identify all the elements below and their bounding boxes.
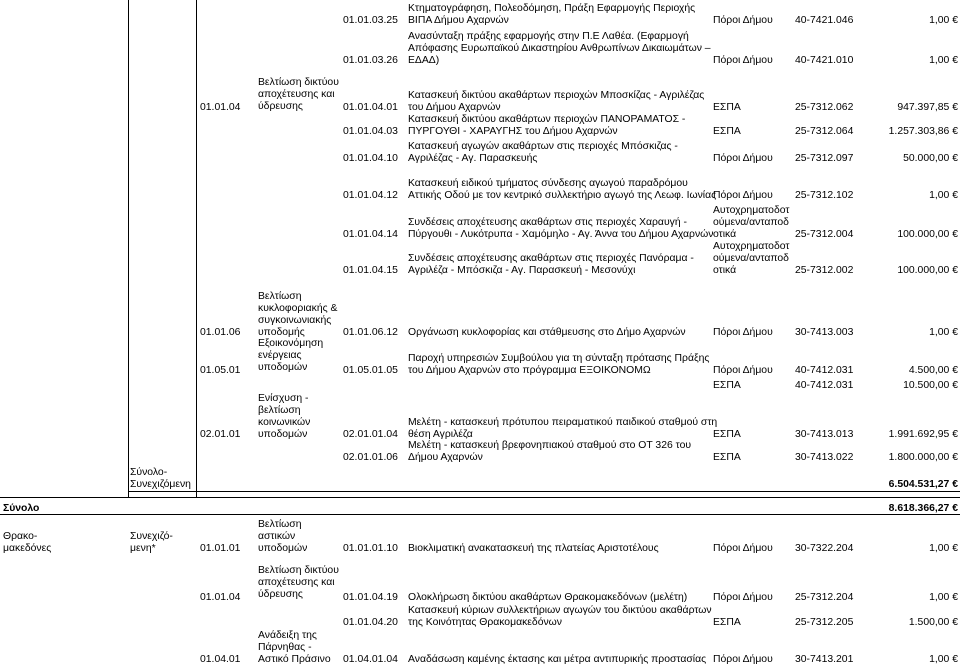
measure-text: κοινωνικών	[258, 417, 311, 428]
subaction-code: 01.01.03.26	[343, 55, 398, 66]
funding-source: Πόροι Δήμου	[713, 55, 773, 66]
description-text: ΒΙΠΑ Δήμου Αχαρνών	[408, 15, 509, 26]
amount-value: 1,00 €	[929, 543, 958, 554]
measure-text: αποχέτευσης και	[258, 89, 335, 100]
description-text: ΠΥΡΓΟΥΘΙ - ΧΑΡΑΥΓΗΣ του Δήμου Αχαρνών	[408, 126, 618, 137]
measure-text: ενέργειας	[258, 350, 302, 361]
subaction-code: 01.01.04.12	[343, 190, 398, 201]
funding-source: Πόροι Δήμου	[713, 592, 773, 603]
description-text: Δήμου Αχαρνών	[408, 452, 483, 463]
category-label: Θρακο-	[3, 531, 38, 542]
funding-source: Πόροι Δήμου	[713, 190, 773, 201]
action-code: 02.01.01	[200, 429, 241, 440]
total-amount: 8.618.366,27 €	[888, 503, 958, 514]
budget-code: 40-7421.010	[795, 55, 854, 66]
budget-code: 40-7421.046	[795, 15, 854, 26]
measure-text: συγκοινωνιακής	[258, 315, 332, 326]
amount-value: 50.000,00 €	[903, 153, 958, 164]
description-text: του Δήμου Αχαρνών	[408, 102, 501, 113]
amount-value: 100.000,00 €	[897, 229, 958, 240]
funding-source: Πόροι Δήμου	[713, 153, 773, 164]
description-text: Βιοκλιματική ανακατασκευή της πλατείας Αριστοτέλους	[408, 543, 659, 554]
measure-text: αστικών	[258, 531, 296, 542]
measure-text: Βελτίωση δικτύου	[258, 77, 339, 88]
funding-source: ΕΣΠΑ	[713, 126, 741, 137]
budget-code: 25-7312.004	[795, 229, 854, 240]
description-text: Ανασύνταξη πράξης εφαρμογής στην Π.Ε Λαθέα. (Εφαρμογή	[408, 31, 689, 42]
budget-code: 30-7413.022	[795, 452, 854, 463]
description-text: ΕΔΑΔ)	[408, 55, 440, 66]
description-text: του Δήμου Αχαρνών στο πρόγραμμα ΕΞΟΙΚΟΝΟΜΩ	[408, 365, 651, 376]
funding-source: οτικά	[713, 229, 737, 240]
measure-text: υποδομής	[258, 327, 305, 338]
funding-source: ΕΣΠΑ	[713, 452, 741, 463]
budget-code: 40-7412.031	[795, 365, 854, 376]
description-text: Κτηματογράφηση, Πολεοδόμηση, Πράξη Εφαρμογής Περιοχής	[408, 3, 696, 14]
funding-source: Πόροι Δήμου	[713, 15, 773, 26]
description-text: Απόφασης Ευρωπαϊκού Δικαστηρίου Ανθρωπίνων Δικαιωμάτων –	[408, 43, 711, 54]
funding-source: ούμενα/ανταποδ	[713, 253, 789, 264]
amount-value: 1,00 €	[929, 327, 958, 338]
measure-text: υποδομών	[258, 362, 308, 373]
action-code: 01.01.04	[200, 592, 241, 603]
measure-text: υποδομών	[258, 429, 308, 440]
subaction-code: 01.01.06.12	[343, 327, 398, 338]
budget-code: 25-7312.204	[795, 592, 854, 603]
budget-code: 25-7312.097	[795, 153, 854, 164]
measure-text: Βελτίωση	[258, 519, 302, 530]
amount-value: 4.500,00 €	[908, 365, 958, 376]
action-code: 01.05.01	[200, 365, 241, 376]
funding-source: Αυτοχρηματοδοτ	[713, 241, 790, 252]
subaction-code: 01.01.01.10	[343, 543, 398, 554]
budget-code: 40-7412.031	[795, 380, 854, 391]
action-code: 01.04.01	[200, 654, 241, 665]
subtotal-amount: 6.504.531,27 €	[888, 479, 958, 490]
description-text: Συνδέσεις αποχέτευσης ακαθάρτων στις περιοχές Χαραυγή -	[408, 217, 687, 228]
description-text: της Κοινότητας Θρακομακεδόνων	[408, 617, 562, 628]
budget-code: 30-7413.201	[795, 654, 854, 665]
amount-value: 100.000,00 €	[897, 265, 958, 276]
amount-value: 1,00 €	[929, 15, 958, 26]
description-text: Κατασκευή αγωγών ακαθάρτων στις περιοχές Μπόσκιζας -	[408, 141, 678, 152]
funding-source: Αυτοχρηματοδοτ	[713, 205, 790, 216]
status-label: μενη*	[130, 543, 156, 554]
amount-value: 1.991.692,95 €	[888, 429, 958, 440]
budget-code: 30-7322.204	[795, 543, 854, 554]
grid-line	[0, 514, 960, 515]
budget-code: 25-7312.102	[795, 190, 854, 201]
subaction-code: 01.01.04.20	[343, 617, 398, 628]
measure-text: υποδομών	[258, 543, 308, 554]
subaction-code: 01.01.04.19	[343, 592, 398, 603]
funding-source: ούμενα/ανταποδ	[713, 217, 789, 228]
action-code: 01.01.06	[200, 327, 241, 338]
amount-value: 1.500,00 €	[908, 617, 958, 628]
funding-source: Πόροι Δήμου	[713, 654, 773, 665]
funding-source: οτικά	[713, 265, 737, 276]
amount-value: 1.257.303,86 €	[888, 126, 958, 137]
description-text: Παροχή υπηρεσιών Συμβούλου για τη σύνταξη πρότασης Πράξης	[408, 353, 710, 364]
measure-text: Βελτίωση	[258, 291, 302, 302]
subaction-code: 02.01.01.04	[343, 429, 398, 440]
measure-text: Αστικό Πράσινο	[258, 654, 331, 665]
amount-value: 947.397,85 €	[897, 102, 958, 113]
subaction-code: 02.01.01.06	[343, 452, 398, 463]
subaction-code: 01.01.04.03	[343, 126, 398, 137]
description-text: Ολοκλήρωση δικτύου ακαθάρτων Θρακομακεδόνων (μελέτη)	[408, 592, 688, 603]
action-code: 01.01.04	[200, 102, 241, 113]
funding-source: ΕΣΠΑ	[713, 380, 741, 391]
description-text: Κατασκευή δικτύου ακαθάρτων περιοχών ΠΑΝΟΡΑΜΑΤΟΣ -	[408, 114, 686, 125]
amount-value: 1.800.000,00 €	[888, 452, 958, 463]
measure-text: Πάρνηθας -	[258, 642, 312, 653]
grid-line	[128, 491, 960, 492]
funding-source: Πόροι Δήμου	[713, 365, 773, 376]
funding-source: ΕΣΠΑ	[713, 429, 741, 440]
budget-code: 30-7413.003	[795, 327, 854, 338]
amount-value: 1,00 €	[929, 190, 958, 201]
measure-text: Ενίσχυση -	[258, 393, 309, 404]
subaction-code: 01.01.04.15	[343, 265, 398, 276]
budget-code: 25-7312.002	[795, 265, 854, 276]
amount-value: 1,00 €	[929, 55, 958, 66]
funding-source: ΕΣΠΑ	[713, 102, 741, 113]
description-text: Οργάνωση κυκλοφορίας και στάθμευσης στο Δήμο Αχαρνών	[408, 327, 686, 338]
description-text: θέση Αγριλέζα	[408, 429, 473, 440]
measure-text: Βελτίωση δικτύου	[258, 565, 339, 576]
measure-text: Εξοικονόμηση	[258, 338, 324, 349]
subtotal-label: Σύνολο-	[130, 467, 168, 478]
grid-line	[128, 0, 129, 497]
subaction-code: 01.04.01.04	[343, 654, 398, 665]
subaction-code: 01.01.04.14	[343, 229, 398, 240]
budget-code: 25-7312.062	[795, 102, 854, 113]
category-label: μακεδόνες	[3, 543, 52, 554]
measure-text: κυκλοφοριακής &	[258, 303, 338, 314]
description-text: Αναδάσωση καμένης έκτασης και μέτρα αντιπυρικής προστασίας	[408, 654, 707, 665]
measure-text: βελτίωση	[258, 405, 301, 416]
amount-value: 1,00 €	[929, 592, 958, 603]
funding-source: Πόροι Δήμου	[713, 543, 773, 554]
budget-code: 25-7312.205	[795, 617, 854, 628]
subaction-code: 01.01.03.25	[343, 15, 398, 26]
description-text: Αττικής Οδού με τον κεντρικό συλλεκτήριο αγωγό της Λεωφ. Ιωνίας	[408, 190, 717, 201]
measure-text: αποχέτευσης και	[258, 577, 335, 588]
amount-value: 1,00 €	[929, 654, 958, 665]
subaction-code: 01.01.04.01	[343, 102, 398, 113]
budget-code: 30-7413.013	[795, 429, 854, 440]
action-code: 01.01.01	[200, 543, 241, 554]
subtotal-label: Συνεχιζόμενη	[130, 479, 191, 490]
description-text: Αγριλέζας - Αγ. Παρασκευής	[408, 153, 538, 164]
status-label: Συνεχιζό-	[130, 531, 173, 542]
funding-source: ΕΣΠΑ	[713, 617, 741, 628]
description-text: Αγριλέζα - Μπόσκιζα - Αγ. Παρασκευή - Μεσονύχι	[408, 265, 636, 276]
subaction-code: 01.01.04.10	[343, 153, 398, 164]
description-text: Κατασκευή δικτύου ακαθάρτων περιοχών Μποσκίζας - Αγριλέζας	[408, 90, 705, 101]
subaction-code: 01.05.01.05	[343, 365, 398, 376]
budget-code: 25-7312.064	[795, 126, 854, 137]
measure-text: ύδρευσης	[258, 101, 303, 112]
description-text: Κατασκευή κύριων συλλεκτήριων αγωγών του δικτύου ακαθάρτων	[408, 605, 712, 616]
description-text: Μελέτη - κατασκευή βρεφονηπιακού σταθμού στο ΟΤ 326 του	[408, 440, 692, 451]
description-text: Συνδέσεις αποχέτευσης ακαθάρτων στις περιοχές Πανόραμα -	[408, 253, 694, 264]
total-label: Σύνολο	[3, 503, 40, 514]
measure-text: ύδρευσης	[258, 589, 303, 600]
funding-source: Πόροι Δήμου	[713, 327, 773, 338]
measure-text: Ανάδειξη της	[258, 630, 317, 641]
description-text: Μελέτη - κατασκευή πρότυπου πειραματικού παιδικού σταθμού στη	[408, 417, 718, 428]
grid-line	[0, 497, 960, 498]
amount-value: 10.500,00 €	[903, 380, 958, 391]
description-text: Πύργουθι - Λυκότρυπα - Χαμόμηλο - Αγ. Άννα του Δήμου Αχαρνών	[408, 229, 714, 240]
description-text: Κατασκευή ειδικού τμήματος σύνδεσης αγωγού παραδρόμου	[408, 178, 688, 189]
grid-line	[196, 0, 197, 497]
